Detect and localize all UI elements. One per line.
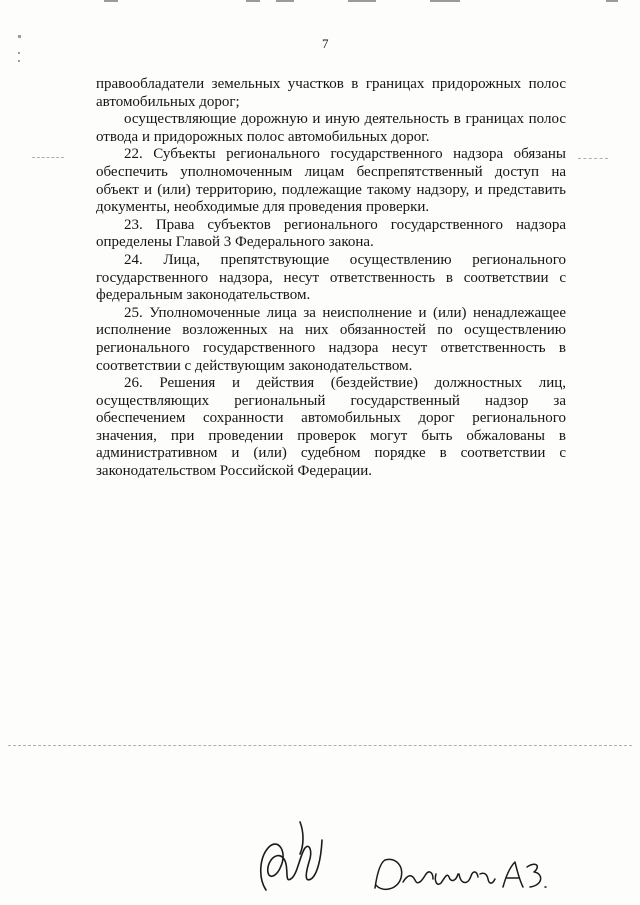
- scan-artifact: [276, 0, 294, 2]
- paragraph-road-activity: осуществляющие дорожную и иную деятельность в границах полос отвода и придорожных полос автомобильных дорог.: [96, 111, 566, 145]
- scan-artifact: [104, 0, 118, 2]
- document-body: [96, 76, 566, 481]
- paragraph-22: 22. Субъекты регионального государственного надзора обязаны обеспечить уполномоченным лицам беспрепятственный доступ на объект и (или) территорию, подлежащие такому надзору, и представить документы, необходимые для проведения проверки.: [96, 146, 566, 216]
- left-signature: [261, 822, 322, 890]
- dashed-scan-line: [32, 157, 64, 159]
- page-number: 7: [322, 36, 329, 51]
- scan-artifact: [246, 0, 260, 2]
- dashed-scan-line: [8, 745, 632, 747]
- scan-artifact: [18, 60, 20, 62]
- scan-artifact: [18, 35, 21, 38]
- scan-artifact: [606, 0, 618, 2]
- scan-artifact: [430, 0, 460, 2]
- paragraph-23: 23. Права субъектов регионального государственного надзора определены Главой 3 Федерального закона.: [96, 216, 566, 251]
- right-signature: [375, 859, 546, 889]
- paragraph-25: 25. Уполномоченные лица за неисполнение и (или) ненадлежащее исполнение возложенных на них обязанностей по осуществлению регионального государственного надзора несут ответственность в соответствии с действующим законодательством.: [96, 304, 566, 374]
- scan-artifact: [348, 0, 376, 2]
- paragraph-24: 24. Лица, препятствующие осуществлению регионального государственного надзора, несут ответственность в соответствии с федеральным законодательством.: [96, 251, 566, 304]
- paragraph-26: 26. Решения и действия (бездействие) должностных лиц, осуществляющих региональный государственный надзор за обеспечением сохранности автомобильных дорог регионального значения, при проведении проверок могут быть обжалованы в административном и (или) судебном порядке в соответствии с законодательством Российской Федерации.: [96, 375, 566, 480]
- paragraph-owners: правообладатели земельных участков в границах придорожных полос автомобильных дорог;: [96, 76, 566, 110]
- scan-artifact: [18, 52, 20, 54]
- dashed-scan-line: [578, 158, 608, 160]
